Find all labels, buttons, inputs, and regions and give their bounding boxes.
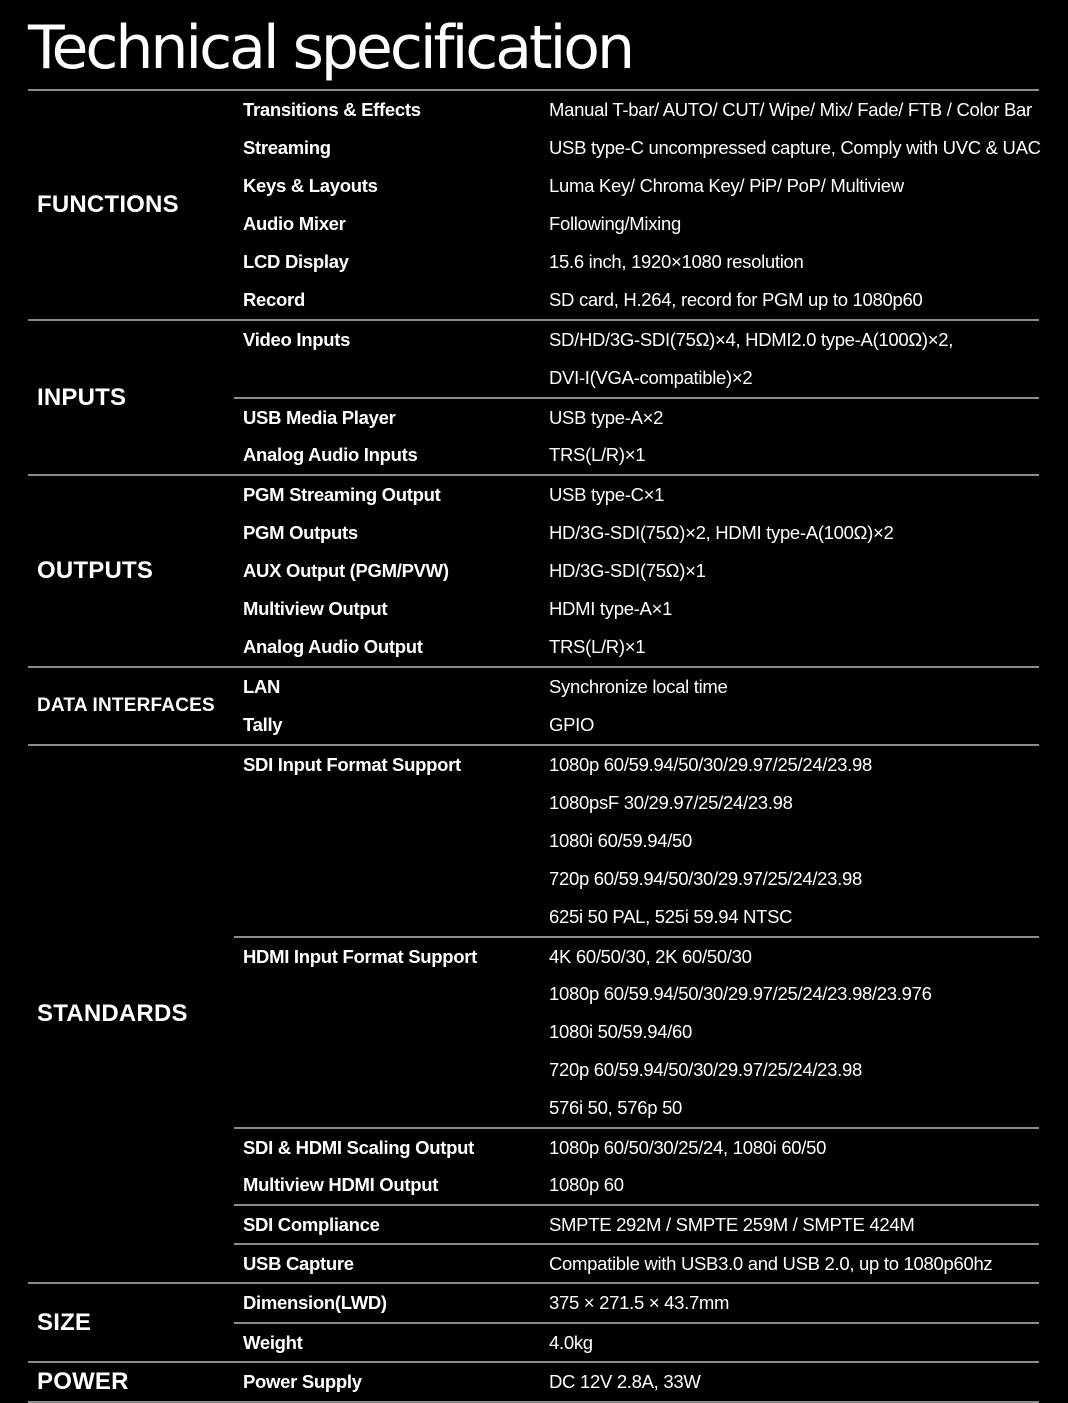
spec-item-label: Multiview Output: [243, 598, 388, 619]
spec-item-label: Analog Audio Output: [243, 636, 423, 657]
spec-item-label: Keys & Layouts: [243, 175, 378, 196]
spec-row: [234, 1129, 1039, 1166]
spec-group: [234, 476, 1039, 666]
section-label: FUNCTIONS: [37, 191, 179, 218]
spec-item-label: Video Inputs: [243, 329, 351, 350]
spec-section-data-interfaces: [28, 668, 1039, 746]
spec-row: [234, 205, 1041, 243]
spec-item-label: PGM Streaming Output: [243, 484, 441, 505]
section-label: INPUTS: [37, 383, 127, 411]
spec-item-value: SD card, H.264, record for PGM up to 1080p60: [549, 289, 923, 310]
section-items: [234, 668, 1039, 744]
spec-group: [234, 1363, 1039, 1401]
section-items: [234, 91, 1041, 319]
spec-row: [234, 1206, 1039, 1243]
spec-item-label: USB Capture: [243, 1252, 354, 1274]
section-items: [234, 476, 1039, 666]
spec-row: [234, 975, 1039, 1013]
spec-item-label: AUX Output (PGM/PVW): [243, 560, 449, 581]
spec-group: [234, 397, 1039, 474]
spec-item-value: 4K 60/50/30, 2K 60/50/30: [549, 945, 752, 967]
spec-item-value: 720p 60/59.94/50/30/29.97/25/24/23.98: [549, 1059, 862, 1080]
section-items: [234, 1284, 1039, 1361]
section-label: SIZE: [37, 1308, 92, 1336]
spec-item-label: HDMI Input Format Support: [243, 945, 477, 967]
section-label: DATA INTERFACES: [37, 695, 215, 716]
spec-group: [234, 746, 1039, 936]
spec-item-value: DC 12V 2.8A, 33W: [549, 1371, 701, 1392]
spec-row: [234, 1089, 1039, 1127]
spec-item-value: 576i 50, 576p 50: [549, 1097, 683, 1118]
spec-row: [234, 822, 1039, 860]
spec-row: [234, 860, 1039, 898]
spec-row: [234, 706, 1039, 744]
spec-row: [234, 321, 1039, 359]
spec-row: [234, 1245, 1039, 1282]
spec-item-value: 375 × 271.5 × 43.7mm: [549, 1292, 730, 1313]
spec-item-value: USB type-A×2: [549, 406, 664, 428]
spec-item-label: Tally: [243, 714, 283, 735]
spec-row: [234, 359, 1039, 397]
section-items: [234, 1363, 1039, 1401]
spec-group: [234, 1322, 1039, 1361]
spec-item-label: Transitions & Effects: [243, 99, 421, 120]
spec-row: [234, 938, 1039, 975]
spec-row: [234, 514, 1039, 552]
spec-row: [234, 1363, 1039, 1401]
spec-item-value: 1080psF 30/29.97/25/24/23.98: [549, 792, 793, 813]
page-title: Technical specification: [28, 13, 632, 83]
spec-item-value: USB type-C uncompressed capture, Comply with UVC & UAC: [549, 137, 1041, 158]
spec-group: [234, 1127, 1039, 1204]
spec-row: [234, 91, 1041, 129]
spec-item-label: Multiview HDMI Output: [243, 1174, 439, 1195]
spec-item-value: SD/HD/3G-SDI(75Ω)×4, HDMI2.0 type-A(100Ω)×2,: [549, 329, 954, 350]
spec-row: [234, 129, 1041, 167]
section-label: POWER: [37, 1368, 129, 1395]
spec-row: [234, 281, 1041, 319]
spec-item-label: Streaming: [243, 137, 331, 158]
spec-item-label: Audio Mixer: [243, 213, 346, 234]
spec-item-value: Luma Key/ Chroma Key/ PiP/ PoP/ Multiview: [549, 175, 904, 196]
spec-group: [234, 668, 1039, 744]
spec-item-value: 720p 60/59.94/50/30/29.97/25/24/23.98: [549, 868, 862, 889]
spec-item-value: GPIO: [549, 714, 595, 735]
spec-section-standards: [28, 746, 1039, 1284]
spec-section-inputs: [28, 321, 1039, 476]
spec-row: [234, 243, 1041, 281]
spec-item-label: Weight: [243, 1331, 303, 1353]
spec-row: [234, 628, 1039, 666]
spec-item-label: SDI & HDMI Scaling Output: [243, 1136, 474, 1158]
spec-row: [234, 1051, 1039, 1089]
spec-item-value: DVI-I(VGA-compatible)×2: [549, 367, 753, 388]
spec-item-label: Record: [243, 289, 305, 310]
spec-item-label: Analog Audio Inputs: [243, 444, 418, 465]
spec-item-value: 4.0kg: [549, 1331, 593, 1353]
spec-item-value: TRS(L/R)×1: [549, 636, 646, 657]
spec-row: [234, 552, 1039, 590]
spec-row: [234, 167, 1041, 205]
spec-item-value: 1080p 60/59.94/50/30/29.97/25/24/23.98: [549, 754, 872, 775]
spec-group: [234, 1284, 1039, 1322]
section-label: STANDARDS: [37, 1000, 188, 1027]
spec-item-value: Manual T-bar/ AUTO/ CUT/ Wipe/ Mix/ Fade/ FTB / Color Bar: [549, 99, 1032, 120]
spec-item-label: LAN: [243, 676, 281, 697]
spec-item-value: USB type-C×1: [549, 484, 665, 505]
spec-item-label: SDI Compliance: [243, 1213, 380, 1235]
spec-row: [234, 1166, 1039, 1204]
spec-group: [234, 91, 1041, 319]
spec-item-value: Compatible with USB3.0 and USB 2.0, up to 1080p60hz: [549, 1252, 993, 1274]
spec-table: [28, 91, 1039, 1403]
spec-item-label: LCD Display: [243, 251, 349, 272]
spec-row: [234, 1324, 1039, 1361]
spec-item-value: 625i 50 PAL, 525i 59.94 NTSC: [549, 906, 793, 927]
spec-item-label: Dimension(LWD): [243, 1292, 387, 1313]
spec-row: [234, 399, 1039, 436]
spec-item-value: HD/3G-SDI(75Ω)×1: [549, 560, 706, 581]
spec-item-value: 1080p 60/50/30/25/24, 1080i 60/50: [549, 1136, 827, 1158]
spec-item-value: SMPTE 292M / SMPTE 259M / SMPTE 424M: [549, 1213, 915, 1235]
spec-item-value: Synchronize local time: [549, 676, 728, 697]
spec-section-size: [28, 1284, 1039, 1363]
spec-section-power: [28, 1363, 1039, 1403]
section-label: OUTPUTS: [37, 557, 154, 584]
spec-item-label: PGM Outputs: [243, 522, 358, 543]
spec-item-value: 1080p 60: [549, 1174, 624, 1195]
spec-item-value: 1080i 60/59.94/50: [549, 830, 693, 851]
spec-section-outputs: [28, 476, 1039, 668]
spec-group: [234, 936, 1039, 1127]
spec-group: [234, 1204, 1039, 1243]
spec-item-value: 1080p 60/59.94/50/30/29.97/25/24/23.98/23.976: [549, 983, 932, 1004]
spec-section-functions: [28, 91, 1039, 321]
spec-row: [234, 1284, 1039, 1322]
spec-row: [234, 436, 1039, 474]
spec-group: [234, 1243, 1039, 1282]
spec-row: [234, 668, 1039, 706]
spec-row: [234, 590, 1039, 628]
spec-row: [234, 1013, 1039, 1051]
spec-item-value: TRS(L/R)×1: [549, 444, 646, 465]
spec-row: [234, 746, 1039, 784]
spec-item-label: SDI Input Format Support: [243, 754, 461, 775]
section-items: [234, 746, 1039, 1282]
spec-item-label: USB Media Player: [243, 406, 396, 428]
spec-item-value: 15.6 inch, 1920×1080 resolution: [549, 251, 804, 272]
spec-item-value: HD/3G-SDI(75Ω)×2, HDMI type-A(100Ω)×2: [549, 522, 894, 543]
section-items: [234, 321, 1039, 474]
spec-row: [234, 784, 1039, 822]
spec-item-label: Power Supply: [243, 1371, 362, 1392]
spec-item-value: Following/Mixing: [549, 213, 681, 234]
spec-item-value: HDMI type-A×1: [549, 598, 673, 619]
spec-row: [234, 898, 1039, 936]
spec-group: [234, 321, 1039, 397]
spec-row: [234, 476, 1039, 514]
spec-item-value: 1080i 50/59.94/60: [549, 1021, 693, 1042]
